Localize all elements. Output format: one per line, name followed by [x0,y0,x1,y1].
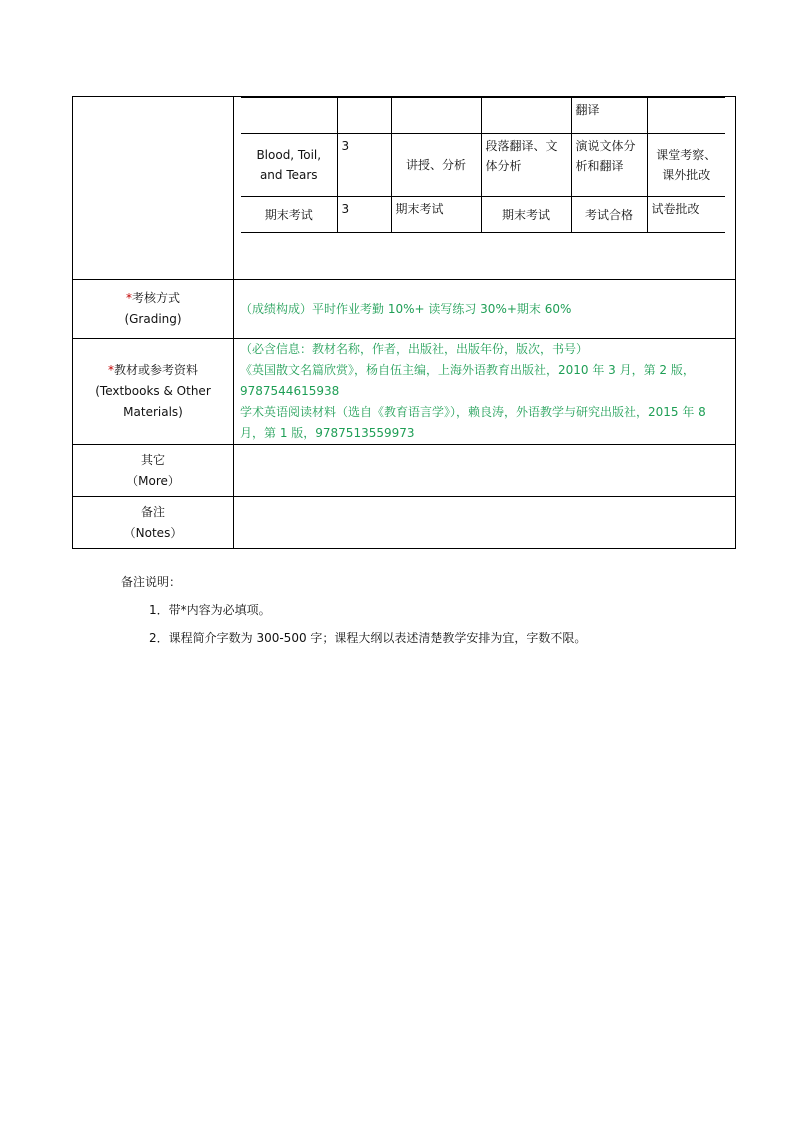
schedule-cell [234,97,736,280]
remarks-label-cn: 备注 [140,504,165,519]
grading-label-en: (Grading) [124,312,182,326]
lesson-title: 期末考试 [241,197,337,233]
lesson-method [391,98,481,134]
table-row [241,134,725,197]
lesson-design: 演说文体分析和翻译 [571,134,647,197]
required-star: * [125,291,132,305]
other-label-en: （More） [126,473,180,488]
grading-row [73,280,736,339]
table-row [241,197,725,233]
lesson-assessment: 课堂考察、课外批改 [647,134,725,197]
lesson-practice: 期末考试 [481,197,571,233]
textbooks-line: 《英国散文名篇欣赏》，杨自伍主编，上海外语教育出版社，2010 年 3 月，第 2 版，9787544615938 [240,363,695,398]
lesson-hours: 3 [337,197,391,233]
textbooks-label-en-2: Materials) [123,405,183,419]
textbooks-line: （必含信息：教材名称，作者，出版社，出版年份，版次，书号） [240,342,589,356]
other-label-cn: 其它 [140,452,165,467]
lesson-method: 讲授、分析 [391,134,481,197]
grading-label [73,280,234,339]
lesson-practice [481,98,571,134]
remarks-content [234,497,736,549]
schedule-row [73,97,736,280]
remarks-label [73,497,234,549]
lesson-assessment [647,98,725,134]
lesson-design: 考试合格 [571,197,647,233]
lesson-design: 翻译 [571,98,647,134]
other-content [234,445,736,497]
lesson-practice: 段落翻译、文体分析 [481,134,571,197]
footnote-item: 1．带*内容为必填项。 [149,603,271,617]
footnotes-title: 备注说明： [121,575,182,589]
lesson-title: Blood, Toil, and Tears [241,134,337,197]
table-row [241,98,725,134]
schedule-label-cell [73,97,234,280]
footnotes [121,568,586,652]
footnote-item: 2．课程简介字数为 300-500 字；课程大纲以表述清楚教学安排为宜，字数不限。 [149,631,587,645]
lesson-assessment: 试卷批改 [647,197,725,233]
textbooks-line: 学术英语阅读材料（选自《教育语言学》），赖良涛，外语教学与研究出版社，2015 年 8 月，第 1 版，9787513559973 [240,405,706,440]
syllabus-table [72,96,736,549]
grading-content: （成绩构成）平时作业考勤 10%+ 读写练习 30%+期末 60% [234,280,736,339]
textbooks-label-cn: 教材或参考资料 [113,363,198,377]
textbooks-content [234,339,736,445]
lesson-method: 期末考试 [391,197,481,233]
other-row [73,445,736,497]
schedule-table [241,97,725,233]
required-star: * [107,363,114,377]
grading-label-cn: 考核方式 [131,291,180,305]
textbooks-label-en-1: (Textbooks & Other [95,384,211,398]
textbooks-label [73,339,234,445]
lesson-hours [337,98,391,134]
lesson-title [241,98,337,134]
other-label [73,445,234,497]
textbooks-row [73,339,736,445]
remarks-label-en: （Notes） [123,525,183,540]
lesson-hours: 3 [337,134,391,197]
remarks-row [73,497,736,549]
